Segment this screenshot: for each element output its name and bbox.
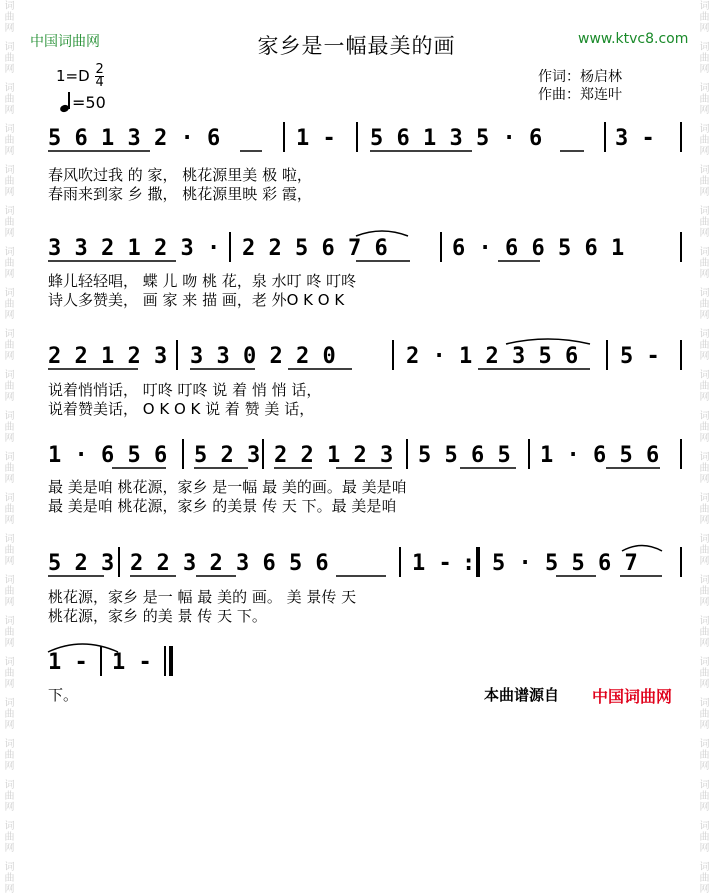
- watermark-text: 词曲网: [697, 615, 708, 648]
- site-url[interactable]: www.ktvc8.com: [578, 31, 689, 47]
- lyrics-verse-2: 诗人多赞美， 画 家 来 描 画，老 外O K O K: [48, 291, 345, 309]
- measure-2-notes: 1 -: [296, 126, 336, 151]
- watermark-text: 词曲网: [697, 738, 708, 771]
- watermark-text: 词曲网: [2, 0, 13, 33]
- measure-3-notes: 5 6 1 3 5 · 6: [370, 126, 543, 151]
- lyrics-verse-2: 说着赞美话， O K O K 说 着 赞 美 话，: [48, 400, 315, 418]
- watermark-text: 词曲网: [697, 82, 708, 115]
- watermark-text: 词曲网: [2, 328, 13, 361]
- measure-2-notes: 2 2 3 2 3 6 5 6: [130, 551, 329, 576]
- measure-5-notes: 1 · 6 5 6: [540, 443, 660, 468]
- lyrics-verse-1: 春风吹过我 的 家， 桃花源里美 极 啦，: [48, 166, 312, 184]
- lyrics-verse-1: 桃花源，家乡 是一 幅 最 美的 画。 美 景传 天: [48, 588, 357, 606]
- watermark-text: 词曲网: [697, 451, 708, 484]
- slur: [622, 546, 662, 552]
- watermark-text: 词曲网: [2, 533, 13, 566]
- watermark-text: 词曲网: [697, 697, 708, 730]
- measure-3-notes: 2 · 1 2 3 5 6: [406, 344, 579, 369]
- tie: [48, 644, 118, 652]
- watermark-text: 词曲网: [697, 246, 708, 279]
- repeat-dots: :: [462, 551, 476, 576]
- watermark-text: 词曲网: [2, 820, 13, 853]
- measure-4-notes: 3 -: [615, 126, 655, 151]
- watermark-text: 词曲网: [697, 205, 708, 238]
- measure-2-notes: 1 -: [112, 650, 152, 675]
- tempo-value: =50: [72, 93, 106, 112]
- watermark-text: 词曲网: [2, 779, 13, 812]
- song-title: 家乡是一幅最美的画: [257, 34, 456, 58]
- watermark-text: 词曲网: [2, 451, 13, 484]
- watermark-text: 词曲网: [2, 369, 13, 402]
- watermark-text: 词曲网: [2, 656, 13, 689]
- measure-4-notes: 5 -: [620, 344, 660, 369]
- watermark-text: 词曲网: [697, 164, 708, 197]
- time-top: 2: [95, 62, 104, 77]
- watermark-text: 词曲网: [697, 779, 708, 812]
- lyricist: 作词：杨启林: [538, 69, 622, 85]
- watermark-text: 词曲网: [2, 492, 13, 525]
- measure-1-notes: 2 2 1 2 3: [48, 344, 168, 369]
- watermark-text: 词曲网: [697, 820, 708, 853]
- measure-1-notes: 1 · 6 5 6: [48, 443, 168, 468]
- site-logo-left[interactable]: 中国词曲网: [30, 34, 100, 50]
- measure-1-notes: 5 6 1 3 2 · 6: [48, 126, 221, 151]
- lyrics-verse-2: 桃花源，家乡 的美 景 传 天 下。: [48, 607, 267, 625]
- watermark-text: 词曲网: [2, 574, 13, 607]
- watermark-text: 词曲网: [697, 287, 708, 320]
- time-bottom: 4: [95, 75, 104, 90]
- measure-1-notes: 1 -: [48, 650, 88, 675]
- watermark-text: 词曲网: [697, 492, 708, 525]
- watermark-text: 词曲网: [2, 697, 13, 730]
- lyrics-verse-1: 蜂儿轻轻唱， 蝶 儿 吻 桃 花，泉 水叮 咚 叮咚: [48, 272, 357, 290]
- source-label: 本曲谱源自: [484, 686, 560, 704]
- watermark-text: 词曲网: [697, 861, 708, 894]
- watermark-text: 词曲网: [2, 123, 13, 156]
- watermark-text: 词曲网: [697, 574, 708, 607]
- measure-4-notes: 5 · 5 5 6 7: [492, 551, 638, 576]
- measure-1-notes: 3 3 2 1 2 3 ·: [48, 236, 221, 261]
- watermark-text: 词曲网: [697, 410, 708, 443]
- watermark-text: 词曲网: [697, 533, 708, 566]
- watermark-text: 词曲网: [697, 41, 708, 74]
- lyrics-verse-1: 下。: [48, 686, 79, 704]
- measure-2-notes: 3 3 0 2 2 0: [190, 344, 336, 369]
- watermark-text: 词曲网: [697, 656, 708, 689]
- composer: 作曲：郑连叶: [538, 87, 622, 103]
- measure-3-notes: 1 -: [412, 551, 452, 576]
- lyrics-verse-1: 说着悄悄话， 叮咚 叮咚 说 着 悄 悄 话，: [48, 381, 322, 399]
- watermark-text: 词曲网: [697, 0, 708, 33]
- lyrics-verse-2: 春雨来到家 乡 撒， 桃花源里映 彩 霞，: [48, 185, 312, 203]
- slur: [506, 339, 590, 344]
- measure-4-notes: 5 5 6 5: [418, 443, 511, 468]
- source-site-link[interactable]: 中国词曲网: [592, 687, 673, 706]
- watermark-text: 词曲网: [2, 82, 13, 115]
- slur: [356, 231, 408, 236]
- watermark-text: 词曲网: [2, 164, 13, 197]
- measure-2-notes: 2 2 5 6 7 6: [242, 236, 388, 261]
- measure-1-notes: 5 2 3: [48, 551, 115, 576]
- watermark-text: 词曲网: [2, 205, 13, 238]
- key-label: 1=D: [56, 67, 90, 85]
- lyrics-verse-2: 最 美是咱 桃花源，家乡 的美景 传 天 下。最 美是咱: [48, 497, 397, 515]
- watermark-text: 词曲网: [2, 861, 13, 894]
- watermark-text: 词曲网: [2, 615, 13, 648]
- watermark-text: 词曲网: [2, 287, 13, 320]
- watermark-text: 词曲网: [2, 410, 13, 443]
- watermark-text: 词曲网: [697, 328, 708, 361]
- watermark-text: 词曲网: [697, 123, 708, 156]
- watermark-text: 词曲网: [697, 369, 708, 402]
- measure-2-notes: 5 2 3: [194, 443, 261, 468]
- watermark-text: 词曲网: [2, 738, 13, 771]
- watermark-text: 词曲网: [2, 246, 13, 279]
- watermark-text: 词曲网: [2, 41, 13, 74]
- measure-3-notes: 6 · 6 6 5 6 1: [452, 236, 625, 261]
- lyrics-verse-1: 最 美是咱 桃花源，家乡 是一幅 最 美的画。最 美是咱: [48, 478, 407, 496]
- measure-3-notes: 2 2 1 2 3: [274, 443, 394, 468]
